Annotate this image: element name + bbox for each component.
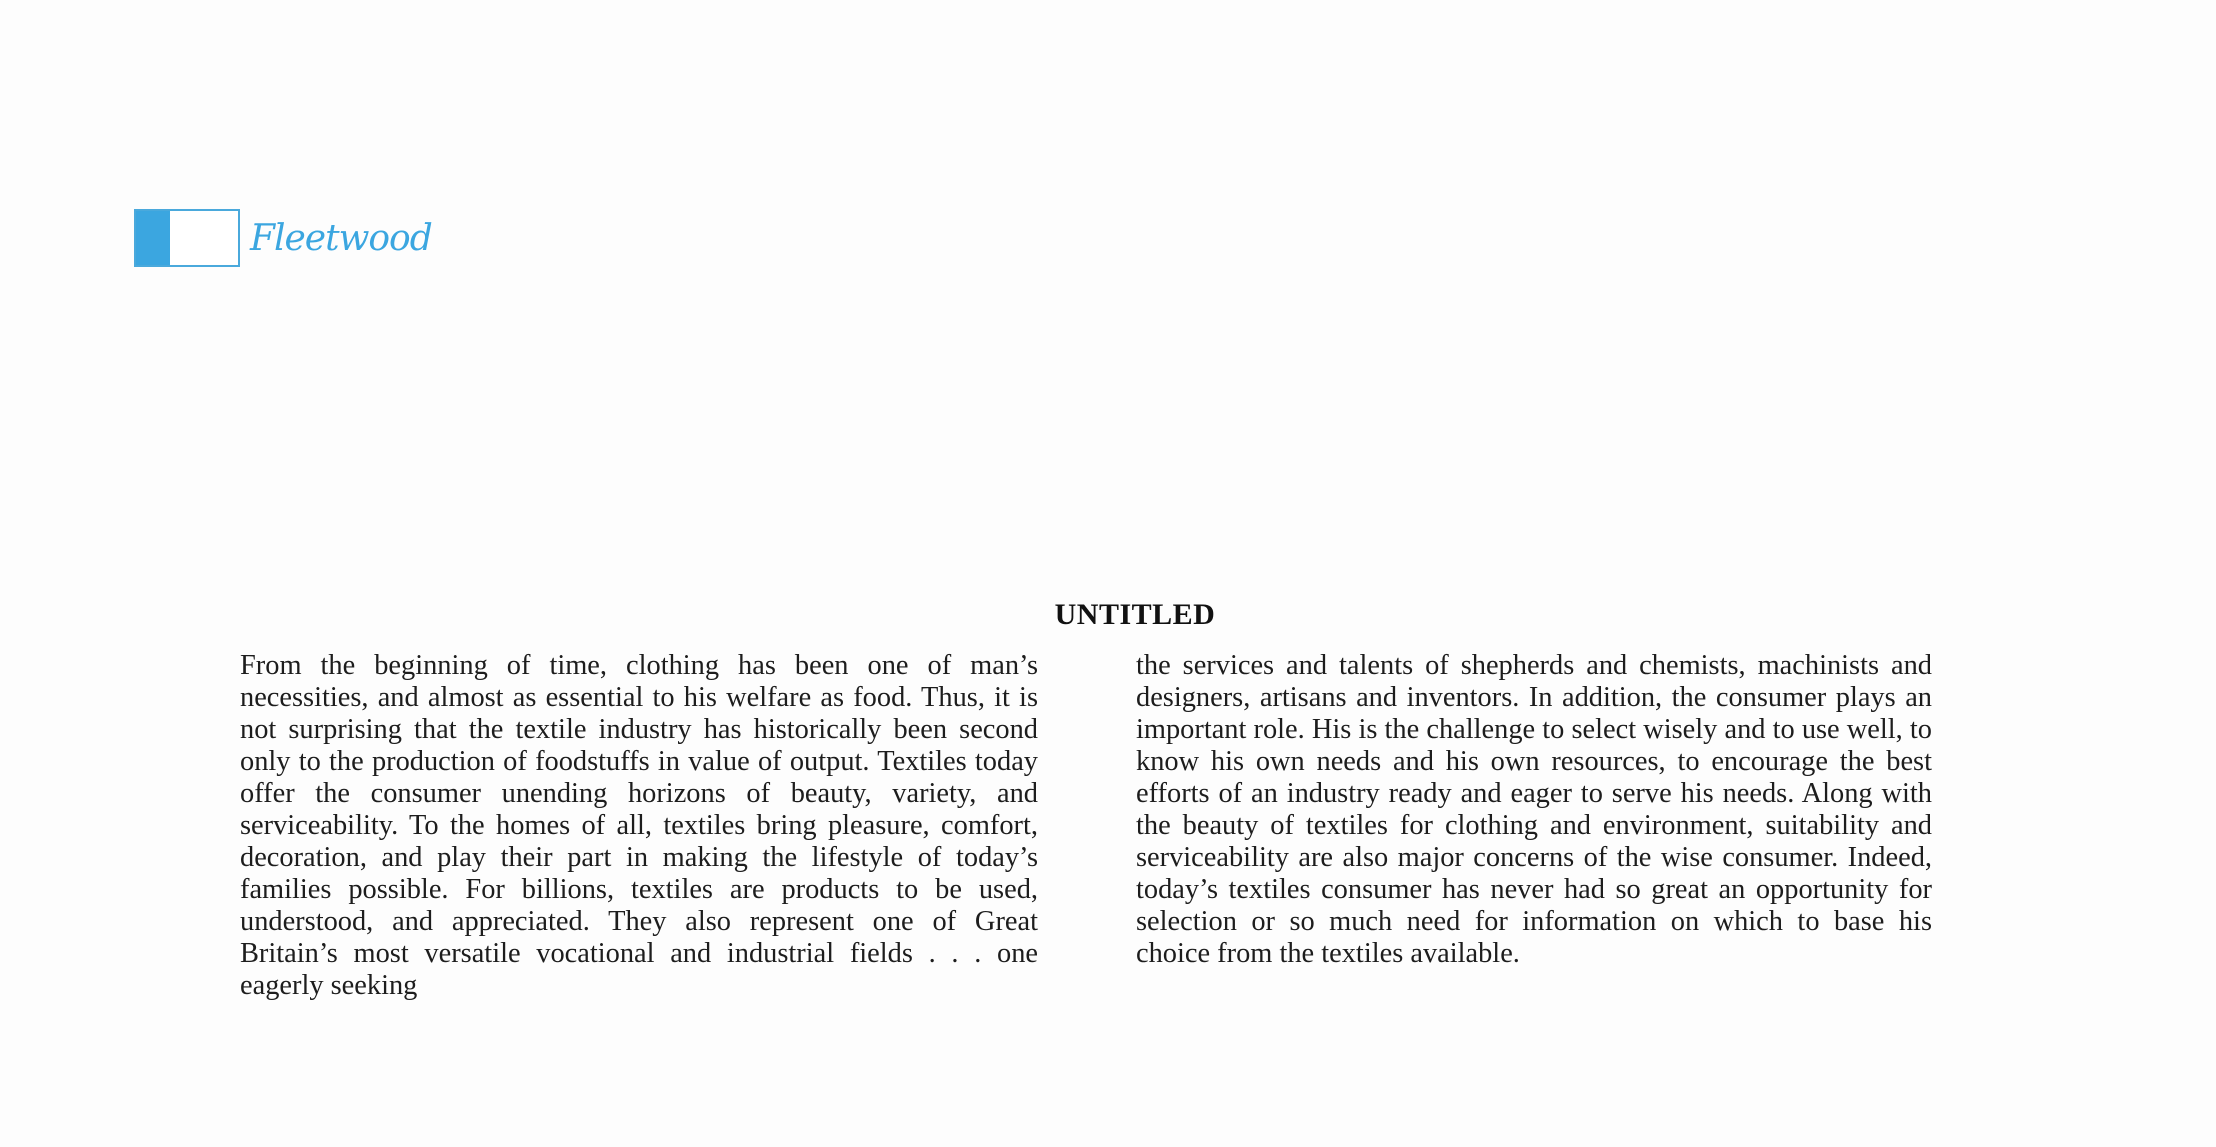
body-text-right-column: the services and talents of shepherds and chemists, machinists and designers, artisans and inventors. In addition, the consumer plays an important role. His is the challenge to select wisely and to use well, to know his own needs and his own resources, to encourage the best efforts of an industry ready and eager to serve his needs. Along with the beauty of textiles for clothing and environment, suitability and serviceability are also major concerns of the wise consumer. Indeed, today’s textiles consumer has never had so great an opportunity for selection or so much need for information on which to base his choice from the textiles available. (1136, 650, 1932, 969)
brand-logo (134, 208, 432, 268)
body-text-left-column: From the beginning of time, clothing has been one of man’s necessities, and almost as essential to his welfare as food. Thus, it is not surprising that the textile industry has historically been second only to the production of foodstuffs in value of output. Textiles today offer the consumer unending horizons of beauty, variety, and serviceability. To the homes of all, textiles bring pleasure, comfort, decoration, and play their part in making the lifestyle of today’s families possible. For billions, textiles are products to be used, understood, and appreciated. They also represent one of Great Britain’s most versatile vocational and industrial fields . . . one eagerly seeking (240, 650, 1038, 1001)
logo-mark-fill (136, 211, 170, 265)
logo-wordmark: Fleetwood (250, 217, 432, 259)
document-title: UNTITLED (1054, 598, 1216, 631)
logo-mark-icon (134, 209, 240, 267)
